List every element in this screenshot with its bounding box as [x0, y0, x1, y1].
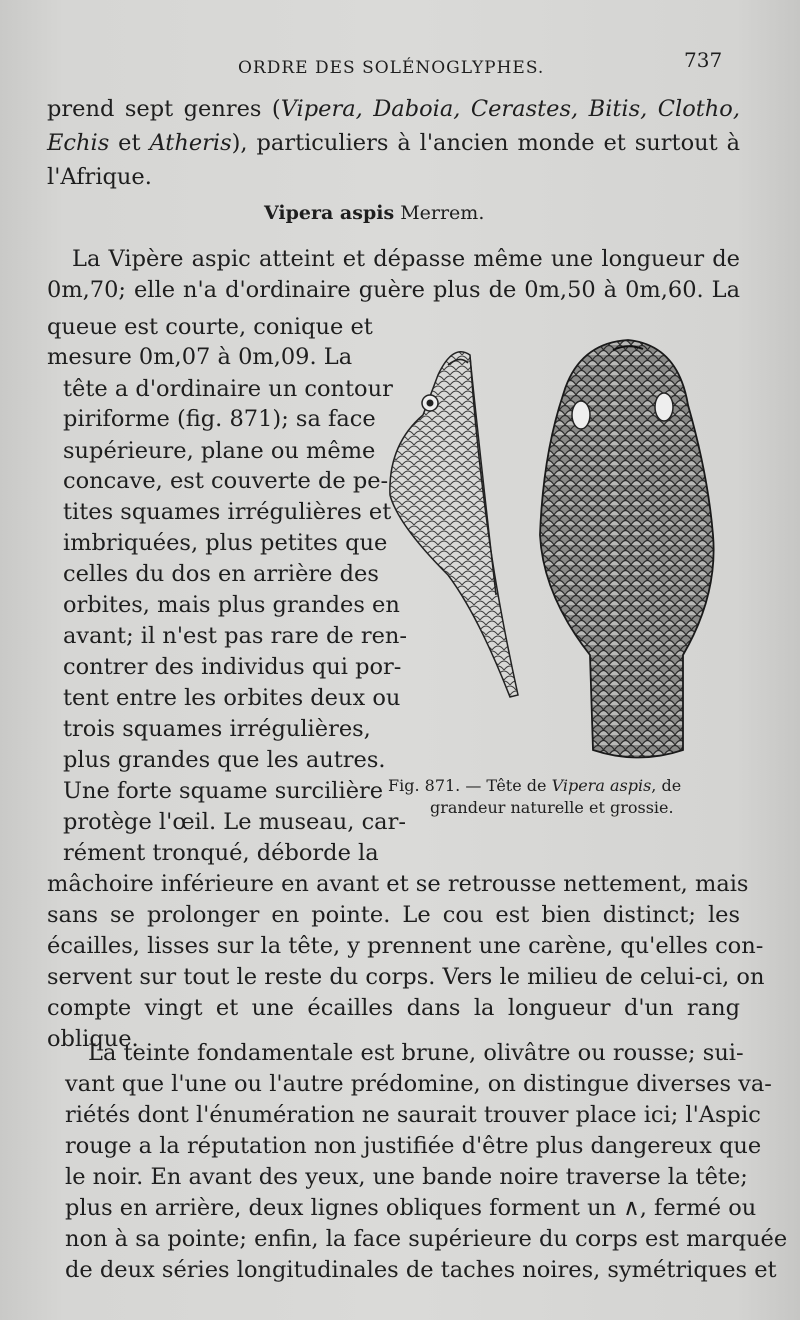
section-heading — [264, 202, 484, 224]
intro-line-1 — [47, 98, 740, 121]
para2-line: non à sa pointe; enfin, la face supérieure du corps est marquée — [65, 1226, 788, 1252]
para1-line: rément tronqué, déborde la — [63, 840, 379, 866]
page-number: 737 — [684, 48, 723, 72]
para1-line: La Vipère aspic atteint et dépasse même une longueur de — [72, 246, 740, 272]
intro-line-2 — [47, 132, 740, 155]
para1-line: mesure 0m,07 à 0m,09. La — [47, 344, 353, 370]
para1-line: tites squames irrégulières et — [63, 499, 392, 525]
para1-line: 0m,70; elle n'a d'ordinaire guère plus de 0m,50 à 0m,60. La — [47, 277, 740, 303]
intro-text: et — [109, 130, 150, 156]
genus-atheris: Atheris — [149, 130, 232, 156]
para1-line: protège l'œil. Le museau, car- — [63, 809, 406, 835]
para2-line: de deux séries longitudinales de taches noires, symétriques et — [65, 1257, 777, 1283]
para1-line: sans se prolonger en pointe. Le cou est bien distinct; les — [47, 902, 740, 928]
para1-line: trois squames irrégulières, — [63, 716, 371, 742]
caption-species: Vipera aspis — [551, 776, 652, 795]
para2-line: plus en arrière, deux lignes obliques forment un ∧, fermé ou — [65, 1195, 757, 1221]
genus-list: Vipera, Daboia, Cerastes, Bitis, Clotho, — [280, 96, 740, 122]
intro-line-3: l'Afrique. — [47, 164, 152, 190]
para2-line: rouge a la réputation non justifiée d'être plus dangereux que — [65, 1133, 762, 1159]
para1-line: avant; il n'est pas rare de ren- — [63, 623, 408, 649]
para1-line: servent sur tout le reste du corps. Vers le milieu de celui-ci, on — [47, 964, 765, 990]
figure-caption-line-2: grandeur naturelle et grossie. — [430, 798, 674, 817]
running-title: ORDRE DES SOLÉNOGLYPHES. — [238, 58, 545, 78]
viper-head-profile-illustration — [390, 352, 518, 697]
para1-line: mâchoire inférieure en avant et se retrousse nettement, mais — [47, 871, 749, 897]
para1-line: supérieure, plane ou même — [63, 438, 376, 464]
para1-line: concave, est couverte de pe- — [63, 468, 389, 494]
para1-line: Une forte squame surcilière — [63, 778, 384, 804]
para1-line: plus grandes que les autres. — [63, 747, 386, 773]
para1-line: orbites, mais plus grandes en — [63, 592, 400, 618]
para1-line: compte vingt et une écailles dans la longueur d'un rang — [47, 995, 740, 1021]
page-header — [0, 48, 800, 88]
para1-line: oblique. — [47, 1026, 139, 1052]
para1-line: tête a d'ordinaire un contour — [63, 376, 393, 402]
viper-head-top-illustration — [540, 340, 714, 758]
species-name: Vipera aspis — [264, 202, 395, 224]
caption-text: , de — [651, 776, 682, 795]
para1-line: écailles, lisses sur la tête, y prennent une carène, qu'elles con- — [47, 933, 764, 959]
species-author: Merrem. — [394, 202, 485, 224]
para1-line: tent entre les orbites deux ou — [63, 685, 401, 711]
para2-line: le noir. En avant des yeux, une bande noire traverse la tête; — [65, 1164, 748, 1190]
para1-line: piriforme (fig. 871); sa face — [63, 406, 376, 432]
para1-line: imbriquées, plus petites que — [63, 530, 388, 556]
para2-line: vant que l'une ou l'autre prédomine, on distingue diverses va- — [65, 1071, 772, 1097]
intro-text: ), particuliers à l'ancien monde et surtout à — [231, 130, 740, 156]
para1-line: queue est courte, conique et — [47, 314, 373, 340]
intro-text: prend sept genres ( — [47, 96, 281, 122]
para1-line: celles du dos en arrière des — [63, 561, 379, 587]
caption-text: Fig. 871. — Tête de — [388, 776, 552, 795]
para2-line: riétés dont l'énumération ne saurait trouver place ici; l'Aspic — [65, 1102, 761, 1128]
figure-caption — [388, 778, 681, 794]
figure-871 — [378, 335, 738, 775]
para1-line: contrer des individus qui por- — [63, 654, 402, 680]
para2-line: La teinte fondamentale est brune, olivâtre ou rousse; sui- — [88, 1040, 744, 1066]
genus-echis: Echis — [47, 130, 110, 156]
